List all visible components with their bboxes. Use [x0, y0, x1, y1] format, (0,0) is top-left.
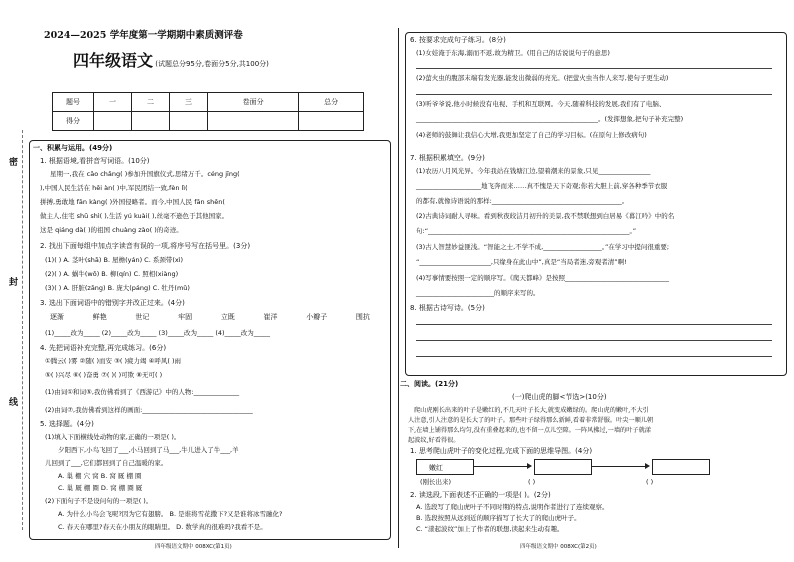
q4-sub2[interactable]: (2)由词⑦,我仿佛看到这样的画面:__________________________________: [45, 406, 253, 414]
q6-sub3: (3)听爷爷说,他小时候没有电视、手机和互联网。今天,随着科技的发展,我们有了电脑、: [416, 100, 666, 108]
reading-paragraph-line: 下,在墙上铺得那么均匀,没有重叠起来的,也不留一点儿空隙。一阵风拂过,一墙的叶子就漾: [408, 427, 651, 434]
page-divider: [398, 28, 399, 548]
score-cell: 三: [170, 93, 208, 112]
reading-paragraph-line: 人注意,引人注意的是长大了的叶子。那些叶子绿得那么新鲜,看着非常舒服。叶尖一顺儿朝: [408, 417, 654, 424]
q7-heading: 7. 根据积累填空。(9分): [410, 154, 485, 162]
binding-char-feng: 封: [9, 278, 19, 288]
q7-sub3[interactable]: (3)古人智慧妙益匪浅。“智能之士,不学不成,__________________。”在学习中提问很重要;: [416, 243, 670, 251]
q1-line4: 做主人,住宅 shū shì( ),生活 yú kuài( ),丝毫不逊色于其他国家。: [40, 212, 229, 220]
score-table-score-row: [53, 112, 364, 131]
q8-heading: 8. 根据古诗写诗。(5分): [410, 304, 485, 312]
score-cell: 二: [132, 93, 170, 112]
q8-answer-line[interactable]: [416, 340, 772, 341]
page-footer: 四年级语文期中 008XC(第1页): [155, 544, 232, 550]
grade-title-row: [73, 52, 269, 73]
q3-word-row: [50, 312, 370, 322]
grade-title: 四年级语文: [73, 51, 154, 70]
right-page: [400, 0, 794, 562]
section2-heading: 二、阅读。(21分): [400, 380, 459, 388]
q5-sub1-options-cd[interactable]: C. 巢 厩 棚 圈 D. 窝 棚 圈 厩: [58, 484, 143, 492]
score-input[interactable]: [94, 112, 132, 131]
binding-line: [22, 130, 23, 530]
q1-line3: 拼搏,勇敢地 fān kàng( )外国侵略者。而今,中国人民 fān shēn(: [40, 198, 225, 206]
section1-heading: 一、积累与运用。(49分): [33, 144, 113, 152]
q5-sub2-options-cd[interactable]: C. 春天在哪里?春天在小朋友的眼睛里。 D. 数学真的很难吗?我看不是。: [58, 523, 267, 531]
score-cell: 得分: [53, 112, 94, 131]
score-cell: 卷面分: [208, 93, 299, 112]
score-input[interactable]: [170, 112, 208, 131]
q1-line1: 星期一,我在 cāo chǎng( )参加升国旗仪式,思绪万千。céng jīng(: [50, 170, 240, 178]
q4-line2[interactable]: ⑤( )兴尽 ⑥( )奋勇 ⑦( )( )可欺 ⑧无可( ): [45, 371, 163, 379]
q3-word: 世记: [135, 313, 150, 321]
mindmap-arrow: [474, 466, 530, 467]
q1-line2: ),中国人民生活在 hēi àn( )中,军民团结一致,fèn lì(: [40, 184, 188, 192]
score-cell: 总分: [299, 93, 364, 112]
q3-word: 立既: [220, 313, 235, 321]
q4-line1[interactable]: ①腾云( )雾 ②随( )而安 ③( )疲力竭 ④呼风( )雨: [45, 357, 182, 365]
q8-answer-line[interactable]: [416, 324, 772, 325]
mindmap-box-tender-red: [416, 459, 474, 475]
reading-title: (一)爬山虎的脚<节选>(10分): [512, 393, 607, 401]
q5-sub1[interactable]: (1)填入下面横线处动物的家,正确的一项是( )。: [45, 433, 181, 441]
q2-option1: (1)( ) A. 茎叶(shā) B. 屋檐(yán) C. 系颈带(xì): [45, 256, 184, 264]
q6-sub2: (2)萤火虫的腹部末端有发光器,能发出微弱的亮光。(把萤火虫当作人来写,使句子更生动): [416, 74, 669, 82]
q4-heading: 4. 先把词语补充完整,再完成练习。(6分): [40, 344, 167, 352]
q6-sub3-answer[interactable]: ________________________________________________________。(发挥想象,把句子补充完整): [416, 115, 684, 123]
q5-sub1-sentence1: 夕阳西下,小鸟飞回了___,小马回到了马___,牛儿进入了牛___,羊: [58, 446, 239, 454]
score-cell: 题号: [53, 93, 94, 112]
reading-q1: 1. 思考爬山虎叶子的变化过程,完成下面的思维导图。(4分): [410, 447, 593, 455]
q5-heading: 5. 选择题。(4分): [40, 420, 94, 428]
q1-line5: 这是 qiáng dà( )的祖国 chuàng zào( )的奇迹。: [40, 226, 183, 234]
q7-sub2: (2)古典诗词耐人寻味。看到秋夜皎洁月初升的美景,我不禁联想到白居易《暮江吟》中的名: [416, 212, 675, 220]
reading-paragraph-line: 起波纹,好看得很。: [408, 437, 460, 444]
mindmap-box-answer[interactable]: [652, 459, 710, 475]
score-input[interactable]: [208, 112, 299, 131]
score-input[interactable]: [132, 112, 170, 131]
q3-word: 崔洋: [263, 313, 278, 321]
score-cell: 一: [94, 93, 132, 112]
q2-heading: 2. 找出下面每组中加点字读音有误的一项,将序号写在括号里。(3分): [40, 242, 251, 250]
q1-heading: 1. 根据语境,看拼音写词语。(10分): [40, 157, 150, 165]
q7-sub4-cont[interactable]: ________________________的顺序来写的。: [416, 289, 540, 297]
mindmap-stage-label[interactable]: ( ): [646, 478, 654, 486]
q7-sub2-answer[interactable]: 句:“______________________________________________________________。”: [416, 227, 637, 235]
q4-sub1[interactable]: (1)由词①和词⑤,我仿佛看到了《西游记》中的人物:______________: [45, 388, 240, 396]
q5-sub2[interactable]: (2)下面句子不是设问句的一项是( )。: [45, 497, 153, 505]
q7-sub3-cont[interactable]: “______________________,只缘身在此山中”,真是“当局者迷,旁观者清”啊!: [416, 258, 627, 266]
q2-option3: (3)( ) A. 肝脏(zāng) B. 庞大(páng) C. 牡丹(mǔ): [45, 284, 190, 292]
reading-q2-option-c[interactable]: C. “漾起波纹”加上了作者的联想,读起来生动有趣。: [416, 525, 564, 533]
reading-q2-option-b[interactable]: B. 选段按照从远到近的顺序描写了长大了的爬山虎叶子。: [416, 514, 581, 522]
q6-heading: 6. 按要求完成句子练习。(8分): [410, 36, 506, 44]
q6-sub1: (1)女娃淹于东海,溺而不返,故为精卫。(用自己的话说说句子的意思): [416, 49, 610, 57]
q7-sub1-cont1[interactable]: ____________________地飞奔而来……真不愧是天下奇观;你若大胆上前,穿各种季节衣服: [416, 182, 668, 190]
q8-answer-line[interactable]: [416, 356, 772, 357]
q6-sub2-answer-line[interactable]: [416, 94, 772, 95]
reading-q2[interactable]: 2. 读选段,下面表述不正确的一项是( )。(2分): [410, 491, 551, 499]
q5-sub1-sentence2: 儿回到了___,它们都回到了自己温暖的家。: [45, 459, 168, 467]
mindmap-arrow: [592, 466, 648, 467]
mindmap-stage-label[interactable]: ( ): [528, 478, 536, 486]
q7-sub1[interactable]: (1)农历八月风光异。今年我站在钱塘江边,望着潮来的景象,只见________________: [416, 167, 651, 175]
q6-sub1-answer-line[interactable]: [416, 68, 772, 69]
q3-word: 鲜艳: [92, 313, 107, 321]
page-footer: 四年级语文期中 008XC(第2页): [520, 544, 597, 550]
reading-paragraph-line: 爬山虎刚长出来的叶子是嫩红的,不几天叶子长大,就变成嫩绿的。爬山虎的嫩叶,不大引: [414, 407, 649, 414]
q3-word: 逐渐: [50, 313, 64, 321]
q3-answer-row[interactable]: (1)_____改为_____ (2)_____改为_____ (3)_____改为_____ (4)_____改为_____: [45, 329, 271, 337]
q2-option2: (2)( ) A. 蜗牛(wō) B. 柳(qín) C. 照相(xiàng): [45, 270, 179, 278]
q5-sub1-options-ab[interactable]: A. 巢 棚 穴 窝 B. 窝 厩 棚 圈: [58, 472, 142, 480]
binding-char-mi: 密: [9, 158, 19, 168]
q7-sub1-cont2[interactable]: 的都有,就像诗语说的那样:________________________________________。: [416, 197, 629, 205]
binding-char-xian: 线: [9, 398, 19, 408]
mindmap-box-answer[interactable]: [534, 459, 592, 475]
q3-word: 牢固: [178, 313, 193, 321]
score-input[interactable]: [299, 112, 364, 131]
q3-word: 围抗: [355, 313, 370, 321]
q3-heading: 3. 选出下面词语中的错别字并改正过来。(4分): [40, 299, 185, 307]
q7-sub4[interactable]: (4)写事情要按照一定的顺序写。《爬天都峰》是按照________________________________: [416, 274, 669, 282]
mindmap-first-label: 嫩红: [429, 464, 443, 472]
mindmap-stage-label: (刚长出来): [420, 478, 452, 486]
q6-sub4: (4)老师的鼓舞让我信心大增,我更加坚定了自己的学习目标。(在原句上修改病句): [416, 131, 647, 139]
score-table-header-row: [53, 93, 364, 112]
exam-title: 2024—2025 学年度第一学期期中素质测评卷: [44, 30, 243, 41]
q3-word: 小瓣子: [306, 313, 328, 321]
reading-q2-option-a[interactable]: A. 选段写了爬山虎叶子不同时期的特点,说明作者进行了连续观察。: [416, 503, 609, 511]
exam-info: (试题总分95分,卷面分5分,共100分): [155, 60, 269, 68]
score-table: [52, 92, 364, 131]
q5-sub2-options-ab[interactable]: A. 为什么小鸟会飞呢?因为它有翅膀。 B. 是谁将雪花撒下?又是谁将冰雪融化?: [58, 510, 283, 518]
